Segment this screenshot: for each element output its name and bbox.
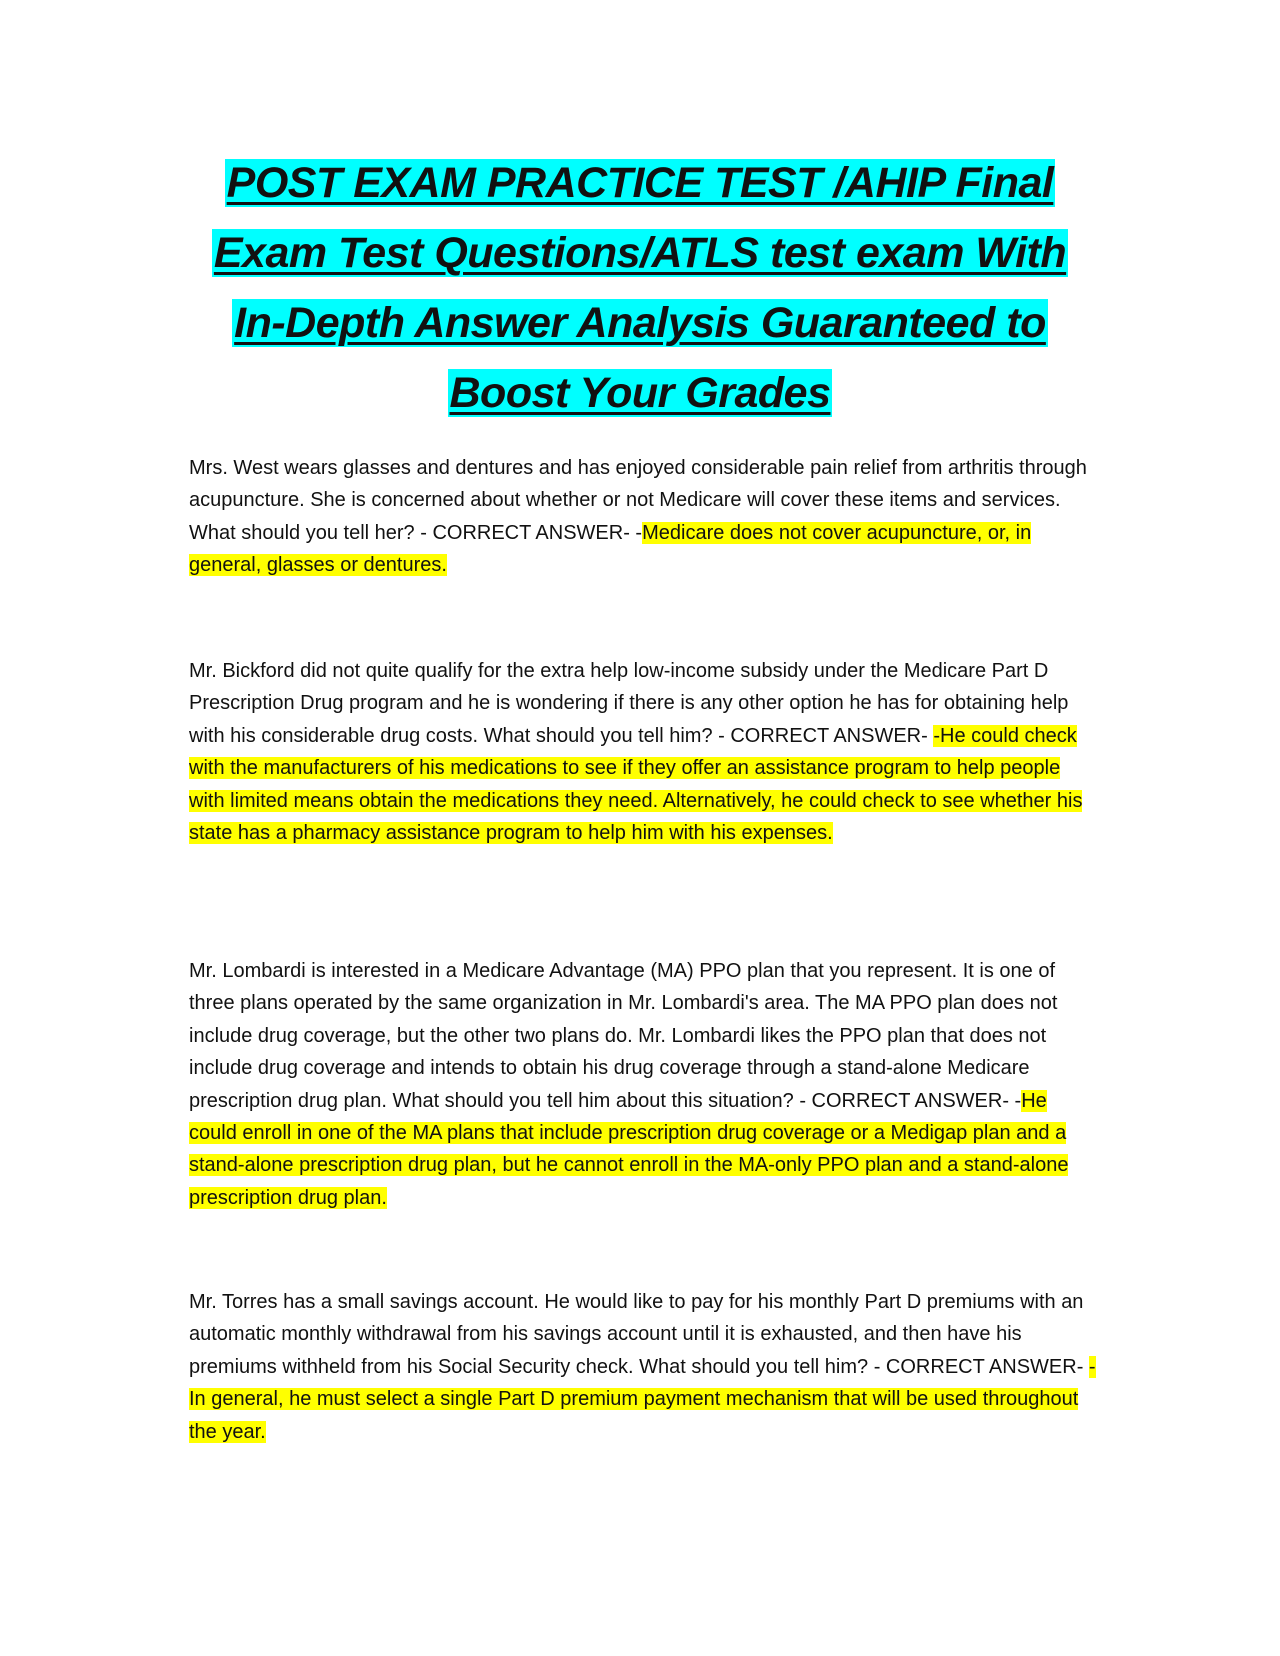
title-line-text: Boost Your Grades [449,369,831,417]
title-line [150,148,1130,218]
answer-text: He could enroll in one of the MA plans that include prescription drug coverage or a Medigap plan and a stand-alone prescription drug plan, but he cannot enroll in the MA-only PPO plan and a stand-alone prescription drug plan. [189,1089,1069,1209]
document-title [150,148,1130,428]
question-answer-item [189,452,1099,582]
qa-paragraph [189,655,1099,849]
answer-text: -In general, he must select a single Part D premium payment mechanism that will be used throughout the year. [189,1355,1096,1443]
question-text: Mr. Torres has a small savings account. He would like to pay for his monthly Part D premiums with an automatic monthly withdrawal from his savings account until it is exhausted, and then have his premiums withheld from his Social Security check. What should you tell him? - CORRECT ANSWER- [189,1291,1089,1378]
answer-text: -He could check with the manufacturers of his medications to see if they offer an assistance program to help people with limited means obtain the medications they need. Alternatively, he could check to see whether his state has a pharmacy assistance program to help him with his expenses. [189,724,1083,845]
question-text: Mrs. West wears glasses and dentures and has enjoyed considerable pain relief from arthritis through acupuncture. She is concerned about whether or not Medicare will cover these items and services. What should you tell her? - CORRECT ANSWER- - [189,457,1087,544]
title-line-text: Exam Test Questions/ATLS test exam With [213,229,1067,277]
qa-paragraph [189,1286,1099,1448]
question-answer-item [189,1286,1099,1448]
qa-paragraph [189,452,1099,582]
title-line [150,218,1130,288]
question-answer-item [189,655,1099,849]
question-text: Mr. Lombardi is interested in a Medicare Advantage (MA) PPO plan that you represent. It is one of three plans operated by the same organization in Mr. Lombardi's area. The MA PPO plan does not include drug coverage, but the other two plans do. Mr. Lombardi likes the PPO plan that does not include drug coverage and intends to obtain his drug coverage through a stand-alone Medicare prescription drug plan. What should you tell him about this situation? - CORRECT ANSWER- - [189,960,1058,1112]
title-line [150,288,1130,358]
title-line-text: In-Depth Answer Analysis Guaranteed to [234,299,1046,347]
title-line-text: POST EXAM PRACTICE TEST /AHIP Final [226,159,1054,207]
question-answer-item [189,955,1099,1214]
title-line [150,358,1130,428]
qa-paragraph [189,955,1099,1214]
answer-text: Medicare does not cover acupuncture, or, in general, glasses or dentures. [189,521,1032,577]
question-text: Mr. Bickford did not quite qualify for the extra help low-income subsidy under the Medicare Part D Prescription Drug program and he is wondering if there is any other option he has for obtaining help with his considerable drug costs. What should you tell him? - CORRECT ANSWER- [189,660,1069,747]
